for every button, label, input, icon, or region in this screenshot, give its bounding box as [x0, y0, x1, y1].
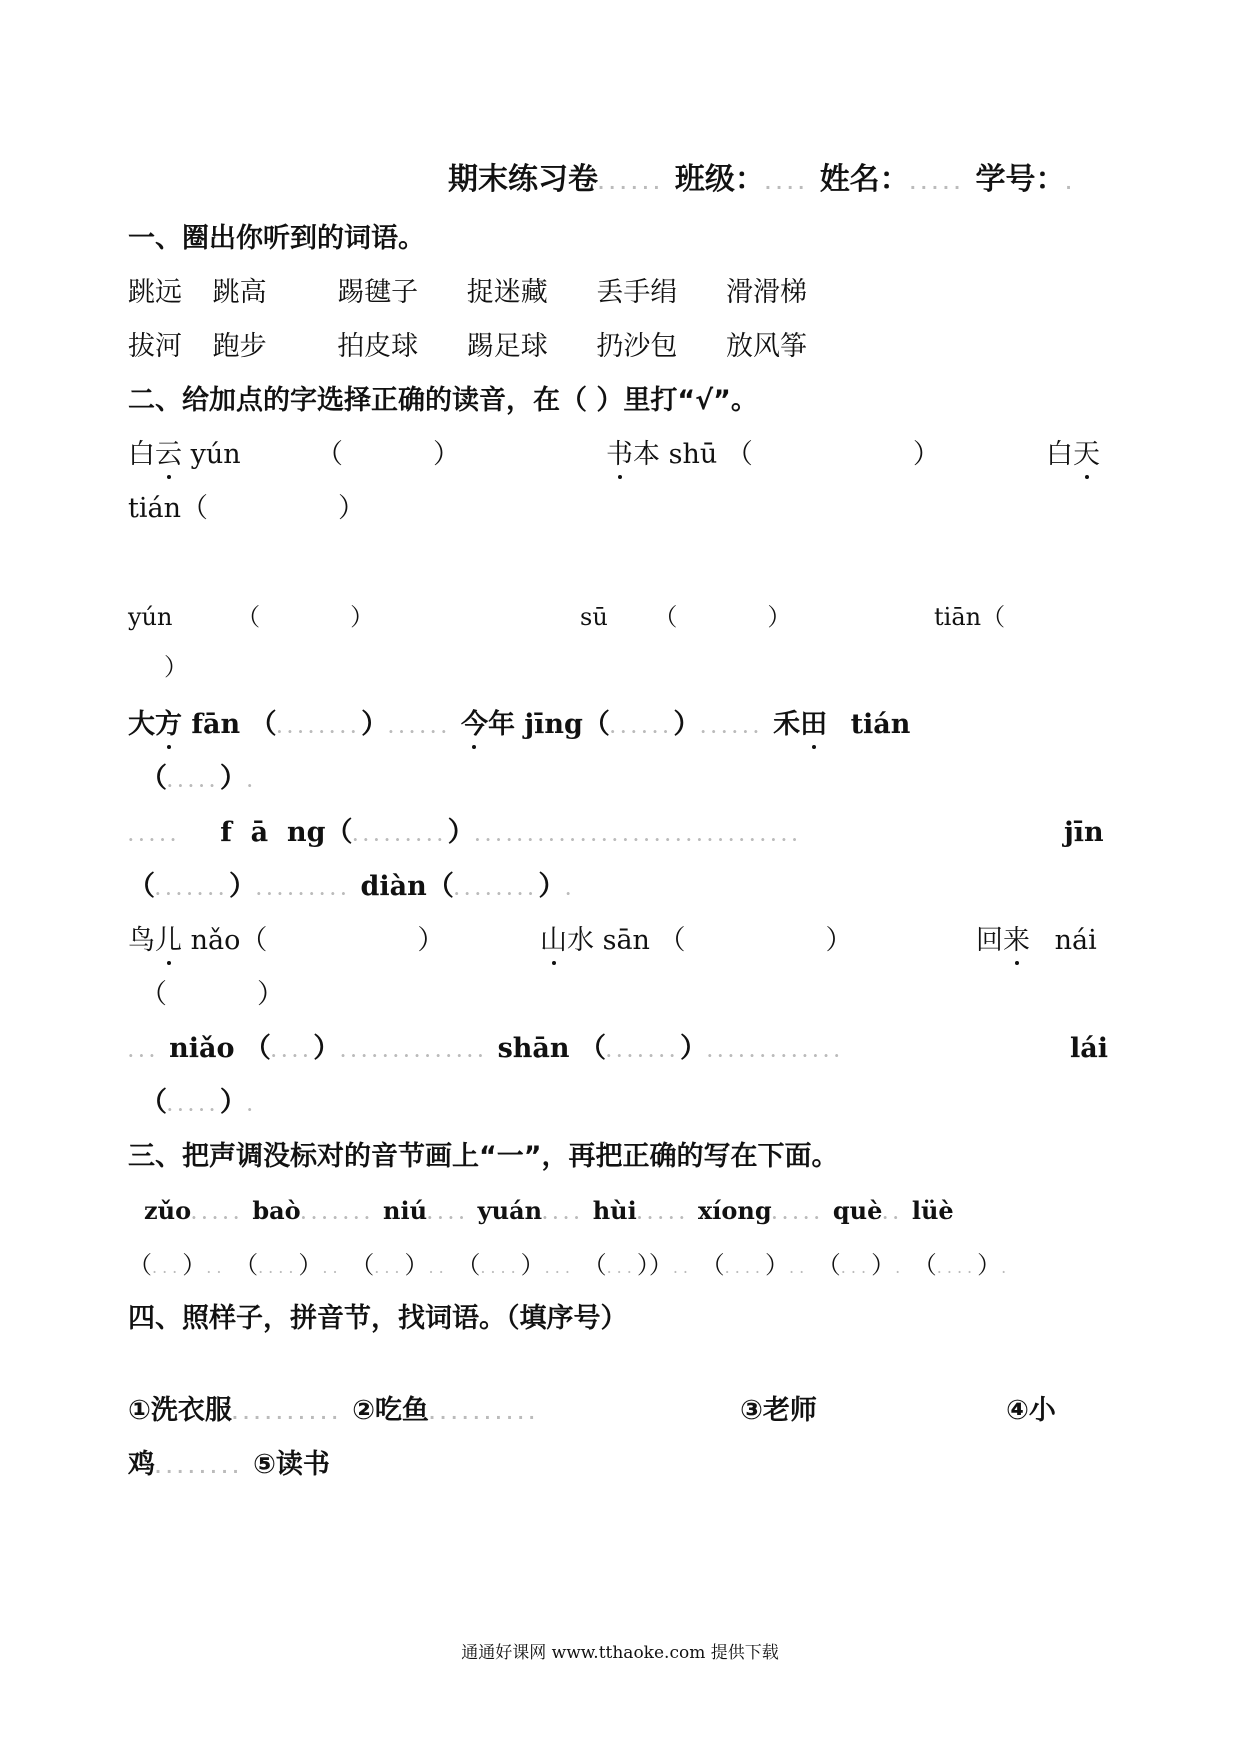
- paren-line-3: （.....）.: [140, 1087, 258, 1118]
- answer-parens-row: （...）.. （....）.. （...）.. （....）... （...））.. （....）.. （...）. （....）.: [128, 1251, 1012, 1279]
- paren-line-2: [140, 978, 284, 1012]
- section-1-row-2: [128, 330, 807, 364]
- pinyin: tiān: [934, 603, 982, 631]
- pinyin-row-6: [128, 924, 444, 958]
- paren-open: （: [234, 1251, 259, 1279]
- paren-open: （: [582, 1251, 607, 1279]
- paren-close: ）: [977, 1251, 1002, 1279]
- paren-open: （: [350, 1251, 375, 1279]
- char: 大: [128, 709, 155, 740]
- syllable-row: zǔo..... baò....... niú.... yuán.... hùi..... xíong..... què.. lüè: [144, 1196, 954, 1225]
- pinyin: fān: [191, 709, 241, 740]
- pinyin-row-3: 大方 fān （........）...... 今年 jīng（......）...... 禾田 tián: [128, 709, 911, 740]
- paren-close: ）: [404, 1251, 429, 1279]
- paren-open: （: [180, 493, 208, 524]
- char: 禾: [773, 709, 801, 740]
- paren-close: ）: [298, 1251, 323, 1279]
- char: 鸟: [128, 925, 155, 956]
- paren-close: ）: [538, 871, 566, 902]
- paren-open: （: [240, 925, 268, 956]
- dotted-char: 来: [1003, 925, 1030, 956]
- paren: [316, 438, 460, 472]
- paren-open: （: [325, 817, 353, 848]
- paren-open: （: [140, 1087, 167, 1118]
- worksheet-header: 期末练习卷...... 班级：.... 姓名：..... 学号：.: [448, 162, 1077, 197]
- paren-close: ）: [648, 1251, 673, 1279]
- word: 跳远: [128, 277, 182, 308]
- word-choice: ②吃鱼: [352, 1395, 429, 1426]
- paren-close: ）: [447, 817, 475, 848]
- pinyin: yún: [190, 439, 241, 470]
- paren-open: （: [578, 1033, 606, 1064]
- pinyin-row-7: ... niǎo （....）.............. shān （.......）.............: [128, 1033, 845, 1064]
- pinyin-baitian: [1046, 438, 1100, 472]
- paren-open: （: [816, 1251, 841, 1279]
- paren-close: ）: [229, 871, 256, 902]
- word: 扔沙包: [596, 331, 678, 362]
- paren-open: （: [316, 439, 343, 470]
- char: 年: [487, 709, 515, 740]
- pinyin-shu: [606, 438, 940, 472]
- syllable: hùi: [592, 1196, 637, 1225]
- word: 放风筝: [725, 331, 807, 362]
- pinyin: nái: [1054, 925, 1097, 956]
- paren-close: ）: [433, 439, 460, 470]
- paren-close: ）: [871, 1251, 896, 1279]
- dotted-char: 儿: [155, 925, 182, 956]
- paren-open: （: [912, 1251, 937, 1279]
- paren-open: （: [236, 603, 261, 631]
- word-choice: ①洗衣服: [128, 1395, 232, 1426]
- pinyin: shū: [668, 439, 718, 470]
- word-choice-4: ④小: [1006, 1395, 1056, 1426]
- paren-close: ）: [219, 763, 247, 794]
- paren-open: （: [653, 603, 678, 631]
- section-1-heading: 一、圈出你听到的词语。: [128, 223, 425, 254]
- paren-close: ）: [673, 709, 701, 740]
- paren-close: ）: [417, 925, 445, 956]
- word: 滑滑梯: [725, 277, 807, 308]
- paren-open: （: [140, 763, 167, 794]
- section-4-heading: 四、照样子，拼音节，找词语。（填序号）: [128, 1303, 628, 1334]
- paren-close: ）: [219, 1087, 247, 1118]
- dotted-char: 山: [540, 925, 567, 956]
- syllable: lüè: [911, 1196, 954, 1225]
- word: 捉迷藏: [466, 277, 548, 308]
- paren-open: （: [140, 979, 167, 1010]
- dotted-char: 方: [155, 709, 182, 740]
- word: 踢足球: [466, 331, 548, 362]
- paren-line: （.....）.: [140, 763, 258, 794]
- section-1-row-1: [128, 276, 807, 310]
- word-choices-2: 鸡........ ⑤读书: [128, 1449, 330, 1480]
- footer-credit: 通通好课网 www.tthaoke.com 提供下载: [461, 1643, 779, 1663]
- dotted-char: 今: [460, 709, 488, 740]
- syllable: yuán: [477, 1196, 543, 1225]
- word: 拔河: [128, 331, 182, 362]
- section-3-heading: 三、把声调没标对的音节画上“一”，再把正确的写在下面。: [128, 1141, 839, 1172]
- paren-close: ）: [636, 1251, 649, 1279]
- pinyin: sū: [580, 603, 608, 631]
- paren-close: ）: [764, 1251, 789, 1279]
- syllable: què: [832, 1196, 883, 1225]
- word-choice: 鸡: [128, 1449, 155, 1480]
- syllable: zǔo: [144, 1196, 192, 1225]
- paren-close: ）: [767, 603, 792, 631]
- paren-close: ）: [361, 709, 389, 740]
- pinyin: f ā ng: [220, 817, 326, 848]
- pinyin-san: [540, 924, 853, 958]
- paren-close: ）: [182, 1251, 207, 1279]
- paren-close-line: ）: [164, 653, 188, 681]
- pinyin-lai: lái: [1070, 1033, 1109, 1064]
- paren-open: （: [700, 1251, 725, 1279]
- pinyin-row-2: [128, 600, 374, 634]
- char: 回: [976, 925, 1003, 956]
- syllable: xíong: [697, 1196, 772, 1225]
- pinyin-tian-2: [934, 600, 1005, 634]
- char: 白: [128, 439, 155, 470]
- pinyin-row-5: （.......）......... diàn（........）.: [128, 871, 576, 902]
- pinyin-tian: [128, 492, 365, 526]
- word: 拍皮球: [337, 331, 419, 362]
- paren-open: （: [658, 925, 686, 956]
- pinyin-row-1: [128, 438, 241, 472]
- paren-open: （: [426, 871, 454, 902]
- pinyin: jīng: [524, 709, 583, 740]
- paren-open: （: [725, 439, 753, 470]
- paren-close: ）: [679, 1033, 707, 1064]
- word-choices: ①洗衣服.......... ②吃鱼..........: [128, 1395, 540, 1426]
- pinyin: tián: [850, 709, 911, 740]
- word-choice-3: ③老师: [740, 1395, 817, 1426]
- pinyin-su: [580, 600, 791, 634]
- pinyin: niǎo: [169, 1033, 235, 1064]
- pinyin: tián: [128, 493, 181, 524]
- dotted-char: 云: [155, 439, 182, 470]
- pinyin: sān: [602, 925, 650, 956]
- pinyin: diàn: [360, 871, 427, 902]
- paren-open: （: [243, 1033, 271, 1064]
- char: 本: [633, 439, 660, 470]
- pinyin-nai: [976, 924, 1097, 958]
- paren-open: （: [582, 709, 610, 740]
- pinyin-jin: jīn: [1064, 817, 1104, 848]
- paren-close: ）: [520, 1251, 545, 1279]
- paren-open: （: [249, 709, 277, 740]
- word: 跑步: [212, 331, 267, 362]
- pinyin: shān: [497, 1033, 570, 1064]
- char: 水: [567, 925, 594, 956]
- paren-close: ）: [912, 439, 940, 470]
- char: 白: [1046, 439, 1073, 470]
- dotted-char: 田: [800, 709, 828, 740]
- syllable: niú: [383, 1196, 428, 1225]
- class-label: 班级：: [674, 162, 765, 197]
- paren-open: （: [128, 1251, 152, 1279]
- syllable: baò: [252, 1196, 301, 1225]
- paren-close: ）: [257, 979, 284, 1010]
- word: 踢毽子: [337, 277, 419, 308]
- paren-open: （: [128, 871, 155, 902]
- name-label: 姓名：: [819, 162, 910, 197]
- word-choice: ⑤读书: [253, 1449, 330, 1480]
- pinyin-row-4: ..... f ā ng（.........）...............................: [128, 817, 803, 848]
- section-2-heading: 二、给加点的字选择正确的读音，在（ ）里打“√”。: [128, 385, 758, 416]
- pinyin: nǎo: [190, 925, 241, 956]
- dotted-char: 天: [1073, 439, 1100, 470]
- worksheet-title: 期末练习卷: [448, 162, 598, 197]
- paren-close: ）: [313, 1033, 341, 1064]
- paren-open: （: [981, 603, 1006, 631]
- paren-close: ）: [825, 925, 853, 956]
- word: 丢手绢: [596, 277, 678, 308]
- pinyin: yún: [128, 603, 173, 631]
- dotted-char: 书: [606, 439, 633, 470]
- student-id-label: 学号：: [975, 162, 1066, 197]
- word: 跳高: [212, 277, 267, 308]
- paren-close: ）: [350, 603, 375, 631]
- paren-open: （: [456, 1251, 481, 1279]
- paren-close: ）: [337, 493, 365, 524]
